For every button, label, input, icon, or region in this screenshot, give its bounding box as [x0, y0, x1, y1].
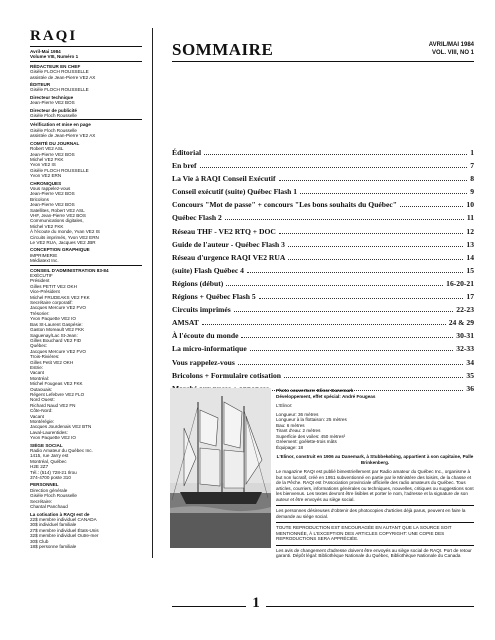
- toc-leader-dots: [400, 206, 463, 207]
- toc-row[interactable]: [172, 253, 474, 266]
- toc-row[interactable]: [172, 227, 474, 240]
- credit-line: 32$ membre individuel Outre-mer: [30, 533, 99, 539]
- toc-title: Réseau d'urgence RAQI VE2 RUA: [172, 252, 286, 262]
- credit-line: Jean-Pierre VE2 BOS: [30, 191, 75, 197]
- credit-line: assistée de Jean-Pierre VE2 AX: [30, 74, 96, 80]
- toc-row[interactable]: [172, 148, 474, 161]
- toc-leader-dots: [247, 272, 463, 273]
- ship-spec-line: Longueur à la flottaison: 25 mètres: [276, 417, 347, 422]
- credit-line: Bas St-Laurent Gaspésie:: [30, 321, 83, 327]
- toc-page-number: 22-23: [456, 305, 474, 315]
- toc-page-number: 34: [466, 357, 474, 367]
- toc-page-number: 24 & 29: [448, 318, 474, 328]
- toc-row[interactable]: [172, 344, 474, 357]
- credit-line: Robert VE2 ASL: [30, 146, 64, 152]
- ship-name: L'Elinor:: [276, 403, 293, 408]
- toc-page-number: 7: [470, 161, 474, 171]
- credit-line: 18$ personne familiale: [30, 543, 77, 549]
- credit-line: Radio Amateur du Québec Inc.: [30, 448, 93, 454]
- credit-line: Vous rappelez-vous: [30, 185, 71, 191]
- credit-line: Nord Ouest:: [30, 397, 55, 403]
- toc-leader-dots: [259, 298, 464, 299]
- toc-title: Circuits imprimés: [172, 305, 231, 315]
- toc-leader-dots: [279, 233, 463, 234]
- toc-row[interactable]: [172, 318, 474, 331]
- credit-line: Côte-Nord:: [30, 408, 53, 414]
- toc-page-number: 15: [466, 265, 474, 275]
- credit-line: Yvon Paquette VE2 IO: [30, 435, 76, 441]
- contributors-note: Les personnes désireuses d'obtenir des photocopies d'articles déjà parus, peuvent en faire la demande au siège social.: [276, 505, 474, 519]
- credit-line: Yvon VE2 ERN: [30, 173, 62, 179]
- credit-section: [30, 108, 142, 119]
- credit-section: [30, 122, 142, 138]
- credit-line: Secrétaire:: [30, 498, 53, 504]
- toc-row[interactable]: [172, 200, 474, 213]
- credit-heading: Directeur de publicité: [30, 107, 77, 113]
- credit-line: Communications digitales,: [30, 218, 84, 224]
- credit-section: [30, 141, 142, 179]
- toc-leader-dots: [279, 180, 468, 181]
- toc-leader-dots: [284, 377, 463, 378]
- credit-line: Vice-Président: [30, 289, 60, 295]
- toc-row[interactable]: [172, 240, 474, 253]
- issue-date: Avril-Mai 1984: [30, 49, 61, 54]
- credit-line: 22$ membre individuel CANADA: [30, 516, 97, 522]
- toc-title: Concours "Mot de passe" + concours "Les bons souhaits du Québec": [172, 200, 397, 210]
- credit-line: Gilles Bouchard VE2 FID: [30, 337, 82, 343]
- ship-history: L'Elinor, construit en 1906 au Danemark, à Stubbekøbing, appartient à son capitaine, Palle Brinkenberg.: [276, 454, 474, 465]
- toc-page-number: 17: [466, 292, 474, 302]
- issue-volume-header: VOL. VIII, NO 1: [431, 49, 474, 56]
- toc-page-number: 13: [466, 239, 474, 249]
- credit-line: IMPRIMERIE: [30, 252, 58, 258]
- toc-page-number: 9: [470, 187, 474, 197]
- ship-spec-line: Tirant d'eau: 2 mètres: [276, 428, 321, 433]
- credit-line: Satellites, Robert VE2 ASL: [30, 207, 85, 213]
- credits-list: [30, 64, 142, 550]
- credit-heading: ÉDITEUR: [30, 82, 51, 88]
- toc-page-number: 30-31: [456, 331, 474, 341]
- credit-line: 27$ membre individuel États-Unis: [30, 527, 99, 533]
- credit-line: Gisèle FLOCH ROUSSELLE: [30, 87, 89, 93]
- toc-title: À l'écoute du monde: [172, 331, 239, 341]
- credit-section: [30, 268, 142, 441]
- toc-leader-dots: [226, 285, 443, 286]
- credit-line: Vacant: [30, 370, 44, 376]
- credit-line: Vacant: [30, 413, 44, 419]
- credit-line: Gisèle FLOCH ROUSSELLE: [30, 69, 89, 75]
- credit-heading: COMITÉ DU JOURNAL: [30, 140, 80, 146]
- credit-line: Médiatext Inc.: [30, 258, 59, 264]
- credit-heading: SIÈGE SOCIAL: [30, 442, 63, 448]
- toc-leader-dots: [300, 193, 467, 194]
- toc-page-number: 10: [466, 200, 474, 210]
- credit-heading: Vérification et mise en page: [30, 122, 91, 128]
- raqi-logo: RAQI: [30, 28, 142, 47]
- toc-leader-dots: [202, 324, 446, 325]
- toc-title: Guide de l'auteur - Québec Flash 3: [172, 239, 285, 249]
- credit-line: Montréal, Québec: [30, 458, 67, 464]
- credit-line: Chantal Panchaud: [30, 504, 68, 510]
- credit-section: [30, 482, 142, 509]
- credit-line: Tél.: (514) 728-21 Ilrou: [30, 469, 77, 475]
- toc-page-number: 12: [466, 226, 474, 236]
- masthead-column: [30, 28, 142, 549]
- toc-title: Régions + Québec Flash 5: [172, 292, 256, 302]
- toc-page-number: 11: [466, 213, 474, 223]
- toc-page-number: 35: [466, 370, 474, 380]
- toc-page-number: 1: [470, 148, 474, 157]
- credit-line: Gisèle Floch Rousselle: [30, 127, 77, 133]
- toc-title: Vous rappelez-vous: [172, 357, 235, 367]
- toc-leader-dots: [234, 311, 454, 312]
- column-divider: [152, 28, 153, 558]
- credit-line: Québec:: [30, 343, 48, 349]
- toc-page-number: 36: [466, 383, 474, 393]
- page-number: 1: [246, 595, 266, 612]
- toc-title: Éditorial: [172, 148, 202, 157]
- credit-section: [30, 64, 142, 80]
- footer-rule: [172, 606, 474, 607]
- credit-line: Jean-Pierre VE2 BOS: [30, 151, 75, 157]
- cover-photo: [170, 388, 271, 548]
- ship-spec-line: Équipage: 18: [276, 444, 304, 450]
- toc-title: (suite) Flash Québec 4: [172, 265, 244, 275]
- toc-row[interactable]: [172, 305, 474, 318]
- credit-divider: [30, 265, 142, 266]
- credit-line: Trésorier:: [30, 310, 50, 316]
- credit-line: Président: [30, 278, 50, 284]
- toc-page-number: 14: [466, 252, 474, 262]
- credit-line: Gisèle Floch Rousselle: [30, 493, 77, 499]
- ship-spec-line: Superficie des voiles: 450 mètres²: [276, 433, 346, 439]
- toc-row[interactable]: [172, 213, 474, 226]
- credit-divider: [30, 119, 142, 120]
- credit-line: Gilles PETIT VE2 OKH: [30, 283, 77, 289]
- credit-line: VHF, Jean-Pierre VE2 BOS: [30, 212, 86, 218]
- toc-page-number: 8: [470, 174, 474, 184]
- toc-title: Bricolons + Formulaire cotisation: [172, 370, 282, 380]
- toc-title: Régions (début): [172, 278, 224, 288]
- credit-line: Circuits imprimés, Yvon VE2 ERN: [30, 234, 99, 240]
- table-of-contents: [172, 148, 474, 397]
- issue-info: [396, 42, 474, 57]
- credit-line: Jacques Mercure VE2 FVO: [30, 348, 86, 354]
- legal-deposit: Les avis de changement d'adresse doivent être envoyés au siège social de RAQI. Port de retour garanti. Dépôt légal: Bibliothèque Nationale du Québec, Bibliothèque Nationale du Canada: [276, 545, 474, 559]
- caption-column: [276, 388, 474, 559]
- credit-section: [30, 247, 142, 263]
- toc-title: En bref: [172, 161, 197, 171]
- toc-row[interactable]: [172, 331, 474, 344]
- page-title: SOMMAIRE: [172, 40, 274, 59]
- masthead-divider: [30, 61, 142, 62]
- issue-date-header: AVRIL/MAI 1984: [428, 42, 474, 48]
- credit-line: Richard Naud VE2 FN: [30, 402, 76, 408]
- credit-section: [30, 512, 142, 550]
- credit-line: Saguenay/Lac St-Jean:: [30, 332, 78, 338]
- credit-heading: CONCEPTION GRAPHIQUE: [30, 247, 90, 253]
- credit-line: Trois-Rivières:: [30, 354, 60, 360]
- credit-line: Laval-Laurentides:: [30, 429, 68, 435]
- ship-spec-line: Longueur: 36 mètres: [276, 411, 319, 417]
- ship-specs: [276, 412, 474, 451]
- credit-section: [30, 443, 142, 481]
- toc-leader-dots: [288, 259, 463, 260]
- toc-leader-dots: [288, 246, 463, 247]
- toc-title: La Vie à RAQI Conseil Exécutif: [172, 174, 276, 184]
- effects-credit: Développement, effet spécial: André Fougeas: [276, 393, 376, 399]
- toc-leader-dots: [225, 219, 464, 220]
- credit-heading: La cotisation à RAQI est de: [30, 511, 90, 517]
- credit-line: Michel VE2 FKK: [30, 156, 64, 162]
- issue-volume: Volume VIII, Numéro 1: [30, 54, 79, 60]
- ship-spec-line: Gréement: goélette-trois mâts: [276, 439, 337, 444]
- credit-line: 1415, rue Jarry est: [30, 453, 69, 459]
- toc-row[interactable]: [172, 266, 474, 279]
- about-text: Le magazine RAQI est publié bimestriellement par Radio amateur du Québec Inc., organisme à but non lucratif, créé en 1951 subventionné en partie par le Ministère des loisirs, de la chasse et de la Pêche. RAQI est l'Association provinciale officielle des radio amateurs du Québec. Tous articles, courriers, informations générales ou techniques, nouvelles, critiques ou suggestions sont les bienvenus. Les textes devront être lisibles et porter le nom, l'adresse et la signature de son auteur et être envoyés au siège social.: [276, 469, 474, 502]
- credit-line: 30$ individuel familiale: [30, 522, 77, 528]
- toc-row[interactable]: [172, 371, 474, 384]
- credit-line: Outaouais:: [30, 386, 53, 392]
- credit-line: Yvon VE2 IS: [30, 162, 56, 168]
- toc-title: Conseil exécutif (suite) Québec Flash 1: [172, 187, 298, 197]
- credit-line: Estrie:: [30, 364, 44, 370]
- credit-line: Le VE2 RUA, Jacques VE2 JBR: [30, 240, 96, 245]
- credit-line: H2E 2Z7: [30, 464, 49, 470]
- credit-line: Michel FRUDEAKS VE2 FKK: [30, 294, 90, 300]
- toc-leader-dots: [200, 167, 468, 168]
- toc-title: Réseau THF - VE2 RTQ + DOC: [172, 226, 276, 236]
- toc-leader-dots: [204, 154, 467, 155]
- credit-line: Michel Fougeas VE2 FKK: [30, 381, 83, 387]
- credit-line: Michel VE2 FKK: [30, 223, 64, 229]
- credit-line: Régent Lefebvre VE2 FLO: [30, 391, 85, 397]
- ship-spec-line: Bau: 6 mètres: [276, 422, 305, 428]
- credit-heading: CONSEIL D'ADMINISTRATION 83-84: [30, 267, 109, 273]
- toc-row[interactable]: [172, 292, 474, 305]
- toc-leader-dots: [241, 337, 453, 338]
- credit-line: Gisèle FLOCH ROUSSELLE: [30, 167, 89, 173]
- toc-page-number: 16-20-21: [446, 278, 474, 288]
- toc-leader-dots: [250, 350, 454, 351]
- toc-row[interactable]: [172, 174, 474, 187]
- photo-credit: Photo couverture: Elinor Danemark: [276, 388, 354, 393]
- credit-section: [30, 82, 142, 93]
- toc-row[interactable]: [172, 279, 474, 292]
- credit-heading: PERSONNEL: [30, 482, 59, 488]
- credit-line: Montérégie:: [30, 419, 55, 424]
- credit-line: 374-4700 poste 310: [30, 475, 71, 481]
- credit-heading: Directeur technique: [30, 94, 74, 100]
- credit-section: [30, 181, 142, 246]
- credit-line: Gisèle Floch Rousselle: [30, 113, 77, 119]
- credit-line: Yvon Paquette VE2 IO: [30, 316, 76, 322]
- credit-line: 30$ Club: [30, 538, 49, 544]
- toc-row[interactable]: [172, 161, 474, 174]
- credit-line: Gaston Moreault VE2 FKK: [30, 327, 85, 333]
- credit-section: [30, 95, 142, 106]
- header-rule: [172, 61, 474, 62]
- credit-heading: CHRONIQUES: [30, 180, 62, 186]
- credit-heading: RÉDACTEUR EN CHEF: [30, 63, 81, 69]
- toc-row[interactable]: [172, 187, 474, 200]
- credit-line: Jacques Jourdenais VE2 BTN: [30, 424, 92, 430]
- toc-title: La micro-informatique: [172, 344, 247, 354]
- credit-line: À l'écoute du monde, Yvan VE2 IS: [30, 229, 101, 235]
- credit-line: Jean-Pierre VE2 BOS: [30, 100, 75, 106]
- credit-line: Direction générale: [30, 487, 68, 493]
- credit-line: assistée de Jean-Pierre VE2 AX: [30, 133, 96, 139]
- copyright-note: TOUTE REPRODUCTION EST ENCOURAGÉE EN AUTANT QUE LA SOURCE SOIT MENTIONNÉE, À L'EXCEPTION DES ARTICLES COPYRIGHT: UNE COPIE DES REPRODUCTIONS SERA APPRÉCIÉE.: [276, 522, 474, 542]
- toc-page-number: 32-33: [456, 344, 474, 354]
- toc-title: Québec Flash 2: [172, 213, 222, 223]
- toc-title: AMSAT: [172, 318, 199, 328]
- credit-line: Jacques Mercure VE2 FVO: [30, 305, 86, 311]
- credit-line: Gilles Petit VE2 OKH: [30, 359, 74, 365]
- credit-line: Secrétaire corporatif:: [30, 300, 73, 306]
- credit-line: EXÉCUTIF: [30, 273, 53, 279]
- credit-line: Bricolons: [30, 196, 49, 202]
- sailing-ship-illustration: [170, 388, 271, 548]
- credit-line: Montréal:: [30, 375, 50, 381]
- toc-row[interactable]: [172, 358, 474, 371]
- toc-leader-dots: [238, 364, 464, 365]
- credit-line: Jean-Pierre VE2 BOS: [30, 202, 75, 208]
